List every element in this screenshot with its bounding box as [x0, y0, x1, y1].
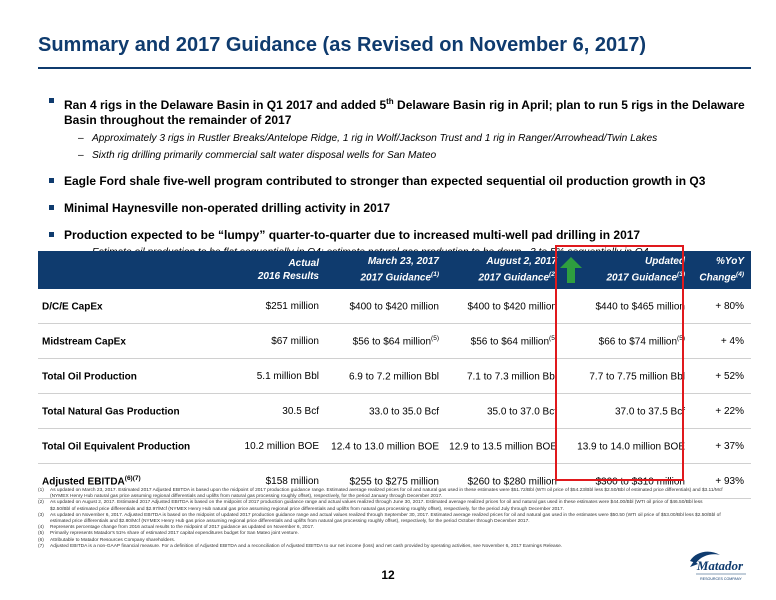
cell-august: 7.1 to 7.3 million Bbl: [446, 359, 564, 394]
updated-guidance-highlight: [555, 245, 684, 481]
cell-august: $56 to $64 million$^{(5)}$: [446, 324, 564, 359]
cell-actual: 10.2 million BOE: [222, 429, 326, 464]
title-divider: [38, 67, 751, 69]
row-label: Midstream CapEx: [38, 324, 222, 359]
sub-bullet-sixth-rig: – Sixth rig drilling primarily commercial salt water disposal wells for San Mateo: [38, 149, 748, 162]
footnote: (7) Adjusted EBITDA is a non-GAAP financial measure. For a definition of Adjusted EBITDA and a reconciliation of Adjusted EBITDA to our net income (loss) and net cash provided by operating activities, see November 6, 2017 Earnings Release.: [38, 543, 563, 549]
header-march-guidance: March 23, 2017 2017 Guidance$^{(1)}$: [326, 251, 446, 289]
header-empty: [38, 251, 222, 289]
header-yoy-change: %YoY Change$^{(4)}$: [692, 251, 751, 289]
footnote: (4) Represents percentage change from 2016 actual results to the midpoint of 2017 guidance as updated on November 6, 2017.: [38, 525, 315, 531]
cell-august: 35.0 to 37.0 Bcf: [446, 394, 564, 429]
bullet-list: [38, 94, 748, 259]
row-label: Total Natural Gas Production: [38, 394, 222, 429]
cell-updated: $300 to $310 million: [564, 464, 692, 499]
cell-actual: $158 million: [222, 464, 326, 499]
svg-text:Matador: Matador: [696, 558, 744, 573]
cell-yoy: + 93%: [692, 464, 751, 499]
cell-updated: 13.9 to 14.0 million BOE: [564, 429, 692, 464]
cell-march: $56 to $64 million$^{(5)}$: [326, 324, 446, 359]
cell-march: $255 to $275 million: [326, 464, 446, 499]
cell-yoy: + 22%: [692, 394, 751, 429]
svg-text:RESOURCES COMPANY: RESOURCES COMPANY: [700, 577, 742, 581]
page-title: Summary and 2017 Guidance (as Revised on November 6, 2017): [38, 34, 647, 56]
cell-updated: $440 to $465 million: [564, 289, 692, 324]
cell-updated: 7.7 to 7.75 million Bbl: [564, 359, 692, 394]
bullet-eagle-ford: Eagle Ford shale five-well program contributed to stronger than expected sequential oil production growth in Q3: [38, 174, 748, 189]
bullet-text: Delaware Basin rig in April; plan to run 5 rigs in the Delaware Basin throughout the remainder of 2017: [64, 98, 745, 127]
bullet-production-lumpy: Production expected to be “lumpy” quarter-to-quarter due to increased multi-well pad drilling in 2017: [38, 228, 748, 243]
row-label: D/C/E CapEx: [38, 289, 222, 324]
cell-updated: $66 to $74 million$^{(5)}$: [564, 324, 692, 359]
cell-march: 33.0 to 35.0 Bcf: [326, 394, 446, 429]
cell-yoy: + 4%: [692, 324, 751, 359]
row-label: Adjusted $EBITDA^{(6)(7)}$: [38, 464, 222, 499]
bullet-delaware-rigs: [38, 94, 748, 128]
cell-updated: 37.0 to 37.5 Bcf: [564, 394, 692, 429]
row-label: Total Oil Production: [38, 359, 222, 394]
sub-bullet-rig-allocation: – Approximately 3 rigs in Rustler Breaks/Antelope Ridge, 1 rig in Wolf/Jackson Trust and 1 rig in Ranger/Arrowhead/Twin Lakes: [38, 132, 748, 145]
header-august-guidance: August 2, 2017 2017 Guidance$^{(2)}$: [446, 251, 564, 289]
cell-march: 6.9 to 7.2 million Bbl: [326, 359, 446, 394]
matador-logo: [686, 547, 756, 583]
footnote: (5) Primarily represents Matador's 51% share of estimated 2017 capital expenditures budget for San Mateo joint venture.: [38, 531, 299, 537]
cell-yoy: + 80%: [692, 289, 751, 324]
cell-actual: 5.1 million Bbl: [222, 359, 326, 394]
cell-yoy: + 52%: [692, 359, 751, 394]
header-actual-2016: Actual 2016 Results: [222, 251, 326, 289]
footnote: (1) As updated on March 23, 2017. Estimated 2017 Adjusted EBITDA is based upon the midpoint of 2017 production guidance range. Estimated average realized prices for oil and natural gas used in these estimates were $51.72/Bbl (WTI oil price of $54.23/Bbl less $2.50/Bbl of estimated price differentials) and $3.11/Mcf (NYMEX Henry Hub natural gas price assuming regional differentials and uplifts from natural gas processing roughly offset), respectively, for the period January through December 2017.: [38, 488, 723, 500]
cell-march: 12.4 to 13.0 million BOE: [326, 429, 446, 464]
row-label: Total Oil Equivalent Production: [38, 429, 222, 464]
bullet-superscript: th: [386, 97, 394, 106]
cell-actual: $67 million: [222, 324, 326, 359]
cell-yoy: + 37%: [692, 429, 751, 464]
cell-august: $260 to $280 million: [446, 464, 564, 499]
footnote: (2) As updated on August 2, 2017. Estimated 2017 Adjusted EBITDA is based on the midpoint of 2017 production guidance range and actual values realized through June 30, 2017. Estimated average realized prices for oil and natural gas used in these estimates were $44.00/Bbl (WTI oil price of $46.50/Bbl less $2.50/Bbl of estimated price differentials and $2.97/Mcf (NYMEX Henry Hub natural gas price assuming regional price differentials and uplifts from natural gas processing roughly offset), respectively, for the period July through December 2017.: [38, 500, 703, 512]
footnotes: [38, 488, 724, 550]
cell-august: 12.9 to 13.5 million BOE: [446, 429, 564, 464]
cell-august: $400 to $420 million: [446, 289, 564, 324]
page-number: 12: [381, 568, 395, 582]
footnote: (3) As updated on November 6, 2017. Adjusted EBITDA is based on the midpoint of updated 2017 production guidance range and actual values realized through September 30, 2017. Estimated average realized prices for oil and natural gas used in the estimates were $50.50 (WTI oil price of $53.00/Bbl less $2.50/Bbl of estimated price differentials and $2.80/Mcf (NYMEX Henry Hub gas price assuming regional price differentials and uplifts from natural gas processing roughly offset), respectively, for the period October through December 2017.: [38, 512, 721, 525]
header-updated-guidance: Updated 2017 Guidance$^{(3)}$: [564, 251, 692, 289]
cell-actual: $251 million: [222, 289, 326, 324]
cell-actual: 30.5 Bcf: [222, 394, 326, 429]
footnote: (6) Attributable to Matador Resources Company shareholders.: [38, 537, 176, 543]
cell-march: $400 to $420 million: [326, 289, 446, 324]
bullet-text: Ran 4 rigs in the Delaware Basin in Q1 2017 and added 5: [64, 98, 387, 112]
bullet-haynesville: Minimal Haynesville non-operated drilling activity in 2017: [38, 201, 748, 216]
